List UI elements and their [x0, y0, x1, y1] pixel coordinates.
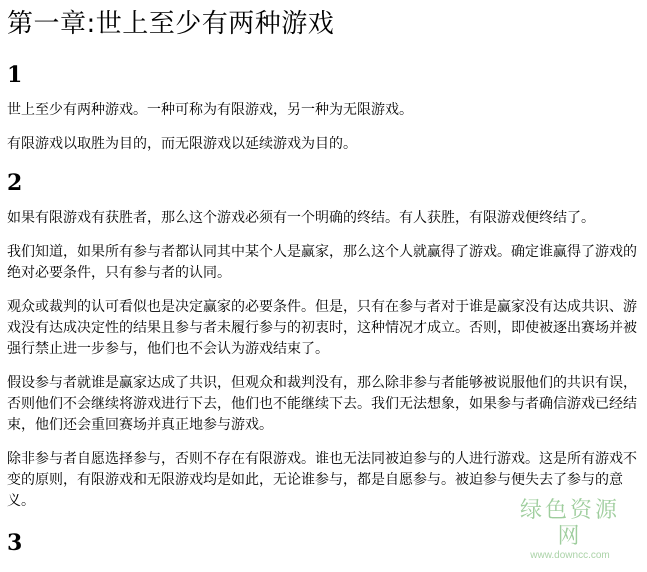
- watermark-url: www.downcc.com: [530, 550, 610, 561]
- watermark-name: 绿色资源网: [519, 498, 620, 549]
- section-heading-2: 2: [7, 170, 23, 196]
- section-heading-3: 3: [7, 530, 23, 556]
- paragraph: 观众或裁判的认可看似也是决定赢家的必要条件。但是，只有在参与者对于谁是赢家没有达成共识、游戏没有达成决定性的结果且参与者未履行参与的初衷时，这种情况才成立。否则，即使被逐出赛场并被强行禁止进一步参与，他们也不会认为游戏结束了。: [7, 299, 637, 357]
- paragraph: 有限游戏以取胜为目的，而无限游戏以延续游戏为目的。: [7, 136, 357, 152]
- paragraph: 假设参与者就谁是赢家达成了共识，但观众和裁判没有，那么除非参与者能够被说服他们的共识有误，否则他们不会继续将游戏进行下去，他们也不能继续下去。我们无法想象，如果参与者确信游戏已经结束，他们还会重回赛场并真正地参与游戏。: [7, 375, 637, 433]
- paragraph: 除非参与者自愿选择参与，否则不存在有限游戏。谁也无法同被迫参与的人进行游戏。这是所有游戏不变的原则，有限游戏和无限游戏均是如此，无论谁参与，都是自愿参与。被迫参与便失去了参与的意义。: [7, 451, 637, 509]
- chapter-title: 第一章:世上至少有两种游戏: [7, 9, 335, 39]
- paragraph: 如果有限游戏有获胜者，那么这个游戏必须有一个明确的终结。有人获胜，有限游戏便终结了。: [7, 210, 595, 226]
- section-heading-1: 1: [7, 62, 23, 88]
- paragraph: 世上至少有两种游戏。一种可称为有限游戏，另一种为无限游戏。: [7, 102, 413, 118]
- paragraph: 我们知道，如果所有参与者都认同其中某个人是赢家，那么这个人就赢得了游戏。确定谁赢得了游戏的绝对必要条件，只有参与者的认同。: [7, 244, 637, 281]
- document-page: [7, 0, 639, 556]
